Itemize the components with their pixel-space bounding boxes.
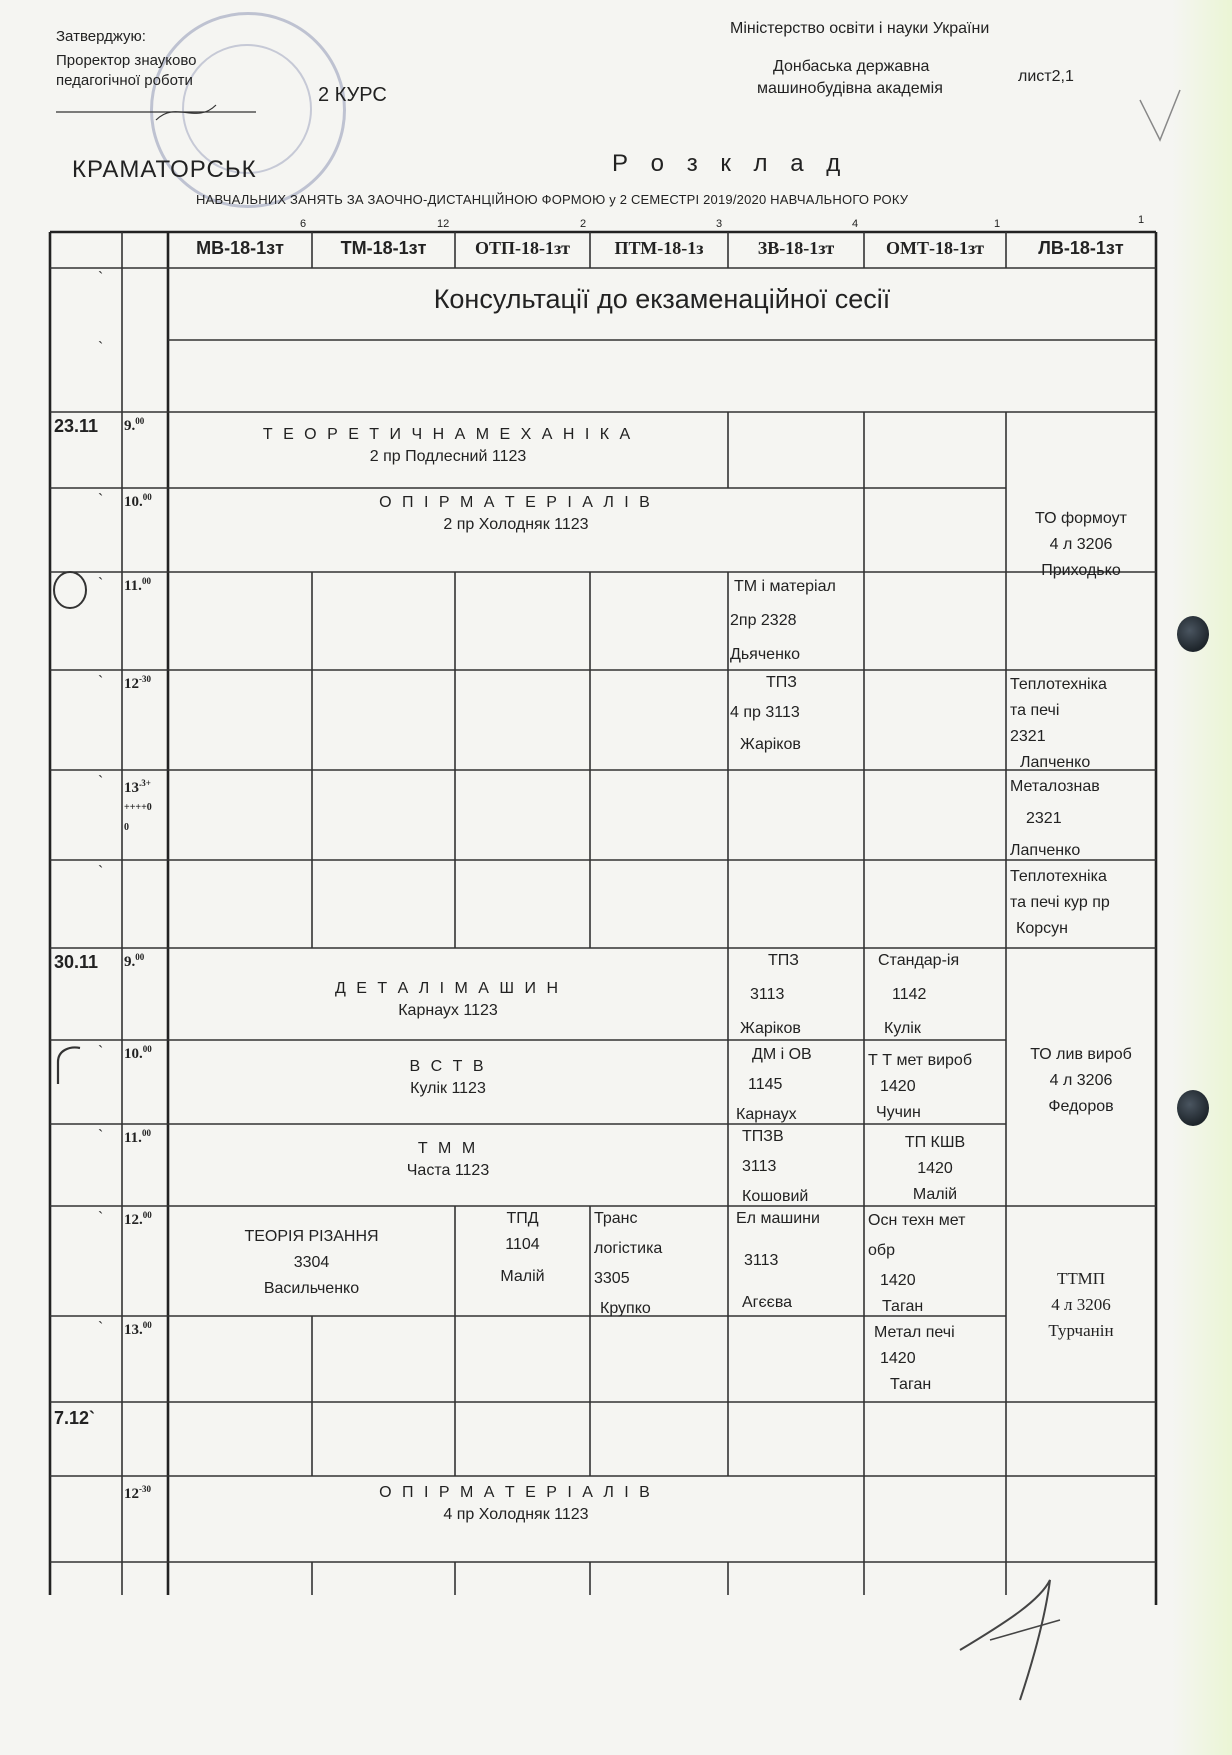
group-header: ПТМ-18-1з <box>614 238 704 258</box>
time-slot: $12^{-30}$ <box>124 674 151 692</box>
row-mark: ` <box>98 1128 104 1145</box>
time-slot: $12^{-30}$ <box>124 1484 151 1502</box>
row-mark: ` <box>98 774 104 791</box>
subject-cell: Т Т мет вироб 1420 Чучин <box>868 1052 972 1121</box>
subject-cell: ТЕОРІЯ РІЗАННЯ 3304 Васильченко <box>244 1228 379 1297</box>
subject-cell: Ел машини 3113 Агєєва <box>736 1210 820 1311</box>
subject-cell: ТО формоут 4 л 3206 Приходько <box>1035 510 1127 579</box>
row-mark: ` <box>98 576 104 593</box>
subject-cell: Металознав 2321 Лапченко <box>1010 778 1100 859</box>
academy-line2: машинобудівна академія <box>757 80 943 97</box>
section-title: Консультації до екзаменаційної сесії <box>433 284 891 314</box>
document-title: Р о з к л а д <box>612 150 849 177</box>
column-number: 1 <box>994 218 1001 230</box>
subject-cell: Стандар-ія 1142 Кулік <box>878 952 960 1037</box>
date-label: 23.11 <box>54 416 99 436</box>
time-slot: 13.00 <box>124 1320 152 1338</box>
prorector-line2: педагогічної роботи <box>56 72 193 89</box>
subject-cell: Транс логістика 3305 Крупко <box>594 1210 663 1317</box>
column-number: 1 <box>1138 214 1145 226</box>
column-number: 4 <box>852 218 859 230</box>
subject-cell: О П І Р М А Т Е Р І А Л І В 4 пр Холодняк 1123 <box>379 1484 653 1523</box>
row-mark: ` <box>98 1320 104 1337</box>
row-mark: ` <box>98 270 104 287</box>
time-slot: 10.00 <box>124 1044 152 1062</box>
academy-line1: Донбаська державна <box>773 58 930 75</box>
group-header: ТМ-18-1зт <box>340 238 427 258</box>
approve-label: Затверджую: <box>56 28 146 45</box>
subject-cell: ТМ і матеріал 2пр 2328 Дьяченко <box>730 578 836 663</box>
row-mark: ` <box>98 1044 104 1061</box>
sheet-number: лист2,1 <box>1018 68 1074 85</box>
subject-cell: ТП КШВ 1420 Малій <box>904 1134 966 1203</box>
subject-cell: ТО лив вироб 4 л 3206 Федоров <box>1030 1046 1132 1115</box>
subject-cell: Д Е Т А Л І М А Ш И Н Карнаух 1123 <box>334 980 562 1019</box>
course-label: 2 КУРС <box>318 84 387 106</box>
subject-cell: Осн техн мет обр 1420 Таган <box>868 1212 966 1315</box>
document-subtitle: НАВЧАЛЬНИХ ЗАНЯТЬ ЗА ЗАОЧНО-ДИСТАНЦІЙНОЮ ФОРМОЮ у 2 СЕМЕСТРІ 2019/2020 НАВЧАЛЬНОГО РОКУ <box>196 192 909 207</box>
time-slot: 12.00 <box>124 1210 152 1228</box>
row-mark: ` <box>98 864 104 881</box>
group-header: ЗВ-18-1зт <box>757 238 835 258</box>
time-slot: 11.00 <box>124 576 151 594</box>
row-mark: ` <box>98 1210 104 1227</box>
subject-cell: Теплотехніка та печі кур пр Корсун <box>1010 868 1110 937</box>
row-mark: ` <box>98 492 104 509</box>
time-slot: 10.00 <box>124 492 152 510</box>
date-label: 30.11 <box>54 952 99 972</box>
group-header: МВ-18-1зт <box>196 238 284 258</box>
ministry-label: Міністерство освіти і науки України <box>730 20 990 37</box>
subject-cell: ТПЗ 4 пр 3113 Жаріков <box>730 674 801 753</box>
subject-cell: Т Е О Р Е Т И Ч Н А М Е Х А Н І К А 2 пр Подлесний 1123 <box>262 426 634 465</box>
punch-hole <box>1177 1090 1209 1126</box>
group-header: ОМТ-18-1зт <box>885 238 985 258</box>
city-label: КРАМАТОРСЬК <box>72 156 257 183</box>
subject-cell: ТПЗ 3113 Жаріков <box>740 952 801 1037</box>
row-mark: ` <box>98 674 104 691</box>
punch-hole <box>1177 616 1209 652</box>
row-mark: ` <box>98 340 104 357</box>
subject-cell: В С Т В Кулік 1123 <box>409 1058 487 1097</box>
subject-cell: О П І Р М А Т Е Р І А Л І В 2 пр Холодняк 1123 <box>379 494 653 533</box>
subject-cell: Метал печі 1420 Таган <box>874 1324 955 1393</box>
column-number: 3 <box>716 218 723 230</box>
subject-cell: Т М М Часта 1123 <box>406 1140 490 1179</box>
time-slot: 9.00 <box>124 416 145 434</box>
column-number: 2 <box>580 218 587 230</box>
column-number: 6 <box>300 218 307 230</box>
date-label: 7.12` <box>54 1408 96 1428</box>
subject-cell: ТПД 1104 Малій <box>500 1210 545 1285</box>
subject-cell: ТПЗВ 3113 Кошовий <box>742 1128 809 1205</box>
column-number: 12 <box>437 218 450 230</box>
time-slot: $13^{.3+}$ ++++0 0 <box>124 778 152 833</box>
group-header: ЛВ-18-1зт <box>1038 238 1124 258</box>
group-header: ОТП-18-1зт <box>474 238 571 258</box>
subject-cell: Теплотехніка та печі 2321 Лапченко <box>1010 676 1107 771</box>
subject-cell: ТТМП 4 л 3206 Турчанін <box>1048 1269 1114 1340</box>
time-slot: 9.00 <box>124 952 145 970</box>
subject-cell: ДМ і ОВ 1145 Карнаух <box>736 1046 812 1123</box>
time-slot: 11.00 <box>124 1128 151 1146</box>
prorector-line1: Проректор знауково <box>56 52 197 69</box>
